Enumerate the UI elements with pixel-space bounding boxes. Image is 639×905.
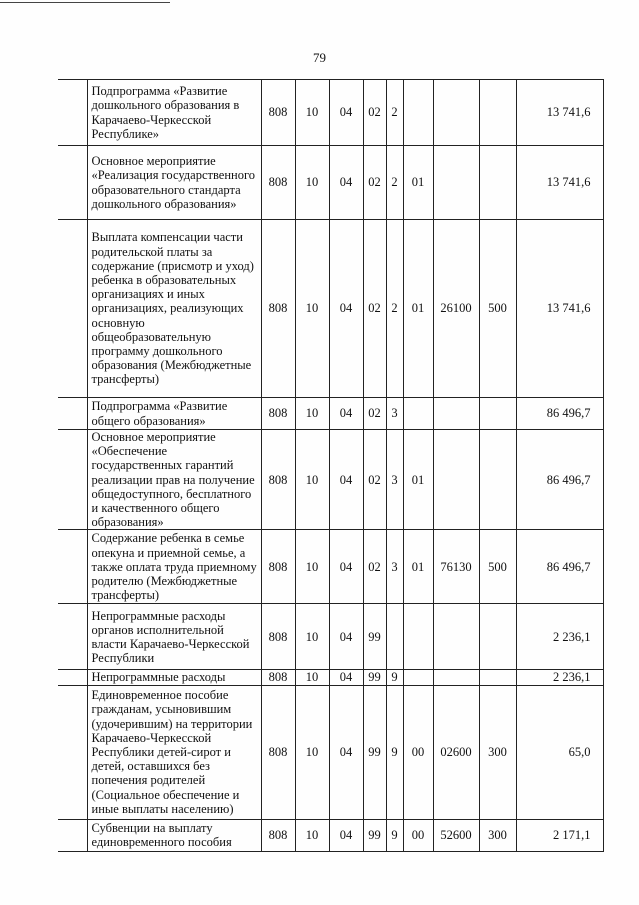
ministry-code-cell: 808 xyxy=(261,220,295,398)
ministry-code-cell: 808 xyxy=(261,530,295,604)
item-name-cell: Непрограммные расходы xyxy=(87,670,261,685)
expense-type-cell xyxy=(479,80,516,146)
subsection-code-cell: 04 xyxy=(329,670,363,685)
section-code-cell: 10 xyxy=(295,670,329,685)
activity-code-cell xyxy=(403,604,433,670)
subsection-code-cell: 04 xyxy=(329,146,363,220)
section-code-cell: 10 xyxy=(295,604,329,670)
activity-code-cell: 00 xyxy=(403,819,433,851)
activity-code-cell: 01 xyxy=(403,530,433,604)
section-code-cell: 10 xyxy=(295,530,329,604)
table-row xyxy=(58,685,603,819)
amount-cell: 65,0 xyxy=(516,685,603,819)
subsection-code-cell: 04 xyxy=(329,220,363,398)
program-code-cell: 99 xyxy=(363,670,386,685)
activity-code-cell: 01 xyxy=(403,220,433,398)
subprogram-code-cell: 9 xyxy=(386,685,403,819)
amount-cell: 2 236,1 xyxy=(516,670,603,685)
subprogram-code-cell: 3 xyxy=(386,430,403,530)
program-code-cell: 99 xyxy=(363,604,386,670)
ministry-code-cell: 808 xyxy=(261,430,295,530)
expense-type-cell xyxy=(479,670,516,685)
page-number: 79 xyxy=(313,50,326,65)
subsection-code-cell: 04 xyxy=(329,604,363,670)
program-code-cell: 02 xyxy=(363,80,386,146)
row-number-cell xyxy=(58,430,87,530)
program-code-cell: 02 xyxy=(363,530,386,604)
expense-type-cell: 500 xyxy=(479,220,516,398)
table-body xyxy=(58,80,603,852)
amount-cell: 86 496,7 xyxy=(516,530,603,604)
row-number-cell xyxy=(58,604,87,670)
table-row xyxy=(58,670,603,685)
item-name-cell: Единовременное пособие гражданам, усыновившим (удочерившим) на территории Карачаево-Черкесской Республики детей-сирот и детей, оставшихся без попечения родителей (Социальное обеспечение и иные выплаты населению) xyxy=(87,685,261,819)
expense-type-cell xyxy=(479,146,516,220)
direction-code-cell: 76130 xyxy=(433,530,479,604)
activity-code-cell xyxy=(403,398,433,430)
expense-type-cell: 300 xyxy=(479,685,516,819)
section-code-cell: 10 xyxy=(295,430,329,530)
amount-cell: 13 741,6 xyxy=(516,220,603,398)
subprogram-code-cell: 3 xyxy=(386,530,403,604)
program-code-cell: 02 xyxy=(363,398,386,430)
direction-code-cell xyxy=(433,398,479,430)
expense-type-cell: 300 xyxy=(479,819,516,851)
section-code-cell: 10 xyxy=(295,146,329,220)
ministry-code-cell: 808 xyxy=(261,146,295,220)
table-row xyxy=(58,530,603,604)
table-row xyxy=(58,604,603,670)
subprogram-code-cell xyxy=(386,604,403,670)
row-number-cell xyxy=(58,670,87,685)
direction-code-cell xyxy=(433,146,479,220)
ministry-code-cell: 808 xyxy=(261,604,295,670)
activity-code-cell: 01 xyxy=(403,146,433,220)
item-name-cell: Непрограммные расходы органов исполнительной власти Карачаево-Черкесской Республики xyxy=(87,604,261,670)
direction-code-cell: 52600 xyxy=(433,819,479,851)
row-number-cell xyxy=(58,685,87,819)
subprogram-code-cell: 2 xyxy=(386,80,403,146)
direction-code-cell: 26100 xyxy=(433,220,479,398)
subsection-code-cell: 04 xyxy=(329,80,363,146)
table-row xyxy=(58,220,603,398)
amount-cell: 13 741,6 xyxy=(516,146,603,220)
direction-code-cell xyxy=(433,670,479,685)
item-name-cell: Содержание ребенка в семье опекуна и приемной семье, а также оплата труда приемному родителю (Межбюджетные трансферты) xyxy=(87,530,261,604)
amount-cell: 2 171,1 xyxy=(516,819,603,851)
ministry-code-cell: 808 xyxy=(261,670,295,685)
table-row xyxy=(58,398,603,430)
expense-type-cell: 500 xyxy=(479,530,516,604)
subprogram-code-cell: 9 xyxy=(386,819,403,851)
subprogram-code-cell: 9 xyxy=(386,670,403,685)
direction-code-cell xyxy=(433,604,479,670)
activity-code-cell: 00 xyxy=(403,685,433,819)
activity-code-cell: 01 xyxy=(403,430,433,530)
item-name-cell: Основное мероприятие «Реализация государственного образовательного стандарта дошкольного образования» xyxy=(87,146,261,220)
direction-code-cell xyxy=(433,80,479,146)
ministry-code-cell: 808 xyxy=(261,819,295,851)
item-name-cell: Основное мероприятие «Обеспечение государственных гарантий реализации прав на получение общедоступного, бесплатного и качественного общего образования» xyxy=(87,430,261,530)
ministry-code-cell: 808 xyxy=(261,80,295,146)
item-name-cell: Субвенции на выплату единовременного пособия xyxy=(87,819,261,851)
section-code-cell: 10 xyxy=(295,398,329,430)
ministry-code-cell: 808 xyxy=(261,398,295,430)
row-number-cell xyxy=(58,530,87,604)
section-code-cell: 10 xyxy=(295,80,329,146)
program-code-cell: 99 xyxy=(363,685,386,819)
amount-cell: 86 496,7 xyxy=(516,430,603,530)
subsection-code-cell: 04 xyxy=(329,819,363,851)
program-code-cell: 99 xyxy=(363,819,386,851)
row-number-cell xyxy=(58,819,87,851)
subprogram-code-cell: 3 xyxy=(386,398,403,430)
direction-code-cell xyxy=(433,430,479,530)
table-row xyxy=(58,80,603,146)
subsection-code-cell: 04 xyxy=(329,685,363,819)
amount-cell: 2 236,1 xyxy=(516,604,603,670)
expense-type-cell xyxy=(479,398,516,430)
subsection-code-cell: 04 xyxy=(329,530,363,604)
subprogram-code-cell: 2 xyxy=(386,220,403,398)
section-code-cell: 10 xyxy=(295,819,329,851)
budget-table xyxy=(58,79,604,852)
section-code-cell: 10 xyxy=(295,220,329,398)
table-row xyxy=(58,819,603,851)
table-row xyxy=(58,146,603,220)
item-name-cell: Подпрограмма «Развитие общего образования» xyxy=(87,398,261,430)
program-code-cell: 02 xyxy=(363,430,386,530)
table-row xyxy=(58,430,603,530)
item-name-cell: Выплата компенсации части родительской платы за содержание (присмотр и уход) ребенка в образовательных организациях и иных организациях, реализующих основную общеобразовательную программу дошкольного образования (Межбюджетные трансферты) xyxy=(87,220,261,398)
expense-type-cell xyxy=(479,604,516,670)
program-code-cell: 02 xyxy=(363,146,386,220)
row-number-cell xyxy=(58,220,87,398)
section-code-cell: 10 xyxy=(295,685,329,819)
subsection-code-cell: 04 xyxy=(329,430,363,530)
subprogram-code-cell: 2 xyxy=(386,146,403,220)
activity-code-cell xyxy=(403,670,433,685)
row-number-cell xyxy=(58,80,87,146)
expense-type-cell xyxy=(479,430,516,530)
row-number-cell xyxy=(58,398,87,430)
item-name-cell: Подпрограмма «Развитие дошкольного образования в Карачаево-Черкесской Республике» xyxy=(87,80,261,146)
row-number-cell xyxy=(58,146,87,220)
program-code-cell: 02 xyxy=(363,220,386,398)
amount-cell: 13 741,6 xyxy=(516,80,603,146)
ministry-code-cell: 808 xyxy=(261,685,295,819)
subsection-code-cell: 04 xyxy=(329,398,363,430)
direction-code-cell: 02600 xyxy=(433,685,479,819)
top-rule xyxy=(0,2,170,3)
amount-cell: 86 496,7 xyxy=(516,398,603,430)
activity-code-cell xyxy=(403,80,433,146)
